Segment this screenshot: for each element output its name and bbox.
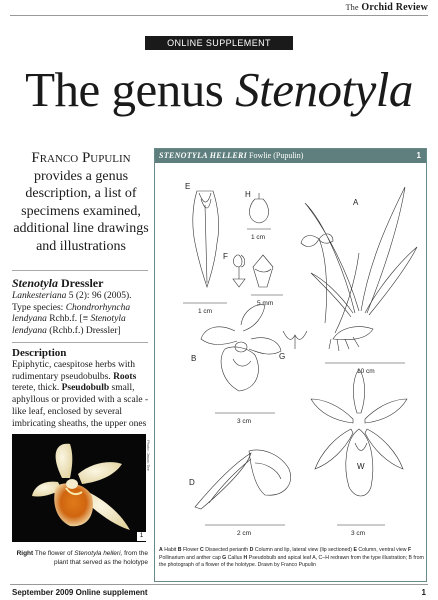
caption-g-text: Callus (227, 554, 243, 561)
drawing-e-column (193, 191, 219, 287)
description-p2: terete, thick. (12, 383, 60, 394)
taxon-authority: Dressler (61, 276, 104, 290)
taxon-synonym-auth: (Rchb.f.) Dressler] (49, 325, 121, 336)
plate-authority: Fowlie (Pupulin) (249, 151, 304, 160)
section-divider (12, 270, 148, 271)
drawing-b-flower (201, 305, 281, 391)
author-name: Franco Pupulin (31, 150, 131, 166)
page-title (0, 60, 438, 120)
plate-drawings (155, 163, 426, 547)
drawing-d-column-lip (195, 450, 291, 509)
taxon-type-label: Type species: (12, 302, 64, 313)
plate-number: 1 (416, 151, 421, 160)
supplement-banner: ONLINE SUPPLEMENT (145, 36, 293, 50)
caption-d-text: Column and lip, lateral view (lip sectioned) (254, 547, 353, 553)
caption-species: Stenotyla helleri, (74, 550, 123, 557)
intro-blurb (12, 150, 150, 255)
label-h: H (245, 190, 251, 199)
caption-h-text: Pseudobulb and apical leaf (248, 554, 312, 561)
drawing-h-pseudobulb (249, 193, 268, 223)
taxon-type-name: Chondrorhyncha lendyana (12, 302, 131, 324)
caption-b: from the plant that served as the holotype (54, 550, 148, 566)
plate-header (155, 149, 426, 163)
top-rule (10, 15, 428, 16)
caption-label: Right (16, 550, 34, 557)
title-lead: The genus (25, 62, 224, 117)
taxon-name (12, 276, 152, 291)
masthead-title: Orchid Review (361, 2, 428, 13)
caption-a: The flower of (34, 550, 73, 557)
masthead (346, 2, 428, 13)
caption-c-text: Dissected perianth (205, 547, 249, 553)
scale-a: 10 cm (357, 368, 375, 375)
taxon-ref-rest: 5 (2): 96 (2005). (68, 291, 132, 301)
taxon-reference (12, 291, 152, 337)
caption-note: A, C–H redrawn from the type illustration; B from the photograph of a flower of the holotype. Drawn by Franco Pupulin (159, 554, 424, 569)
scale-w: 3 cm (351, 530, 366, 537)
description-p3: small, aphyllous or provided with a scale -like leaf, enclosed by several imbricating sheaths, the upper ones (12, 383, 149, 429)
page-number: 1 (421, 588, 426, 597)
footer-issue: September 2009 Online supplement (12, 588, 148, 597)
scale-d: 2 cm (237, 530, 252, 537)
drawing-c-perianth (311, 369, 407, 496)
flower-photo-illustration (12, 434, 146, 542)
description-p1: Epiphytic, caespitose herbs with rudimentary pseudobulbs. (12, 360, 135, 382)
intro-text: provides a genus description, a list of specimens examined, additional line drawings and illustrations (13, 168, 149, 254)
photo-credit: Photo: Jason Tee (146, 440, 151, 471)
scale-e: 1 cm (198, 308, 213, 315)
plate-species: STENOTYLA HELLERI (159, 151, 247, 160)
scale-f: 5 mm (257, 300, 274, 307)
taxon-journal: Lankesteriana (12, 291, 67, 301)
label-a: A (353, 198, 359, 207)
taxon-block (12, 276, 152, 337)
botanical-plate (154, 148, 427, 582)
drawing-a-habit (301, 187, 417, 351)
plate-caption: A Habit B Flower C Dissected perianth D Column and lip, lateral view (lip sectioned) E Column, ventral view F Pollinarium and anther cap G Callus H Pseudobulb and apical leaf A, C–H redrawn from the type illustration; B from the photograph of a flower of the holotype. Drawn by Franco Pupulin (159, 547, 424, 569)
masthead-prefix: The (345, 3, 359, 12)
caption-f-text: Pollinarium and anther cap (159, 554, 221, 561)
photo-number: 1 (137, 532, 146, 541)
taxon-type-auth: Rchb.f. [≡ (49, 314, 89, 324)
description-heading: Description (12, 347, 67, 359)
pseudobulb-label: Pseudobulb (61, 383, 110, 394)
roots-label: Roots (113, 371, 137, 382)
label-f: F (223, 252, 228, 261)
caption-a-text: Habit (164, 547, 177, 553)
scale-b: 3 cm (237, 418, 252, 425)
section-divider (12, 342, 148, 343)
footer-rule (10, 584, 428, 585)
label-g: G (279, 352, 286, 361)
label-b: B (191, 354, 197, 363)
label-e: E (185, 182, 191, 191)
drawing-f-pollinarium (233, 255, 273, 287)
taxon-genus: Stenotyla (12, 276, 59, 290)
caption-e-text: Column, ventral view (358, 547, 407, 553)
description-text (12, 360, 152, 430)
scale-h: 1 cm (251, 234, 266, 241)
label-d: D (189, 478, 195, 487)
caption-b-text: Flower (182, 547, 199, 553)
taxon-synonym: Stenotyla lendyana (12, 314, 126, 336)
drawing-g-callus (283, 331, 307, 349)
label-w: W (357, 462, 365, 471)
title-genus: Stenotyla (235, 62, 413, 117)
description-block (12, 346, 152, 430)
photo-caption (14, 549, 148, 567)
flower-photo (12, 434, 146, 542)
